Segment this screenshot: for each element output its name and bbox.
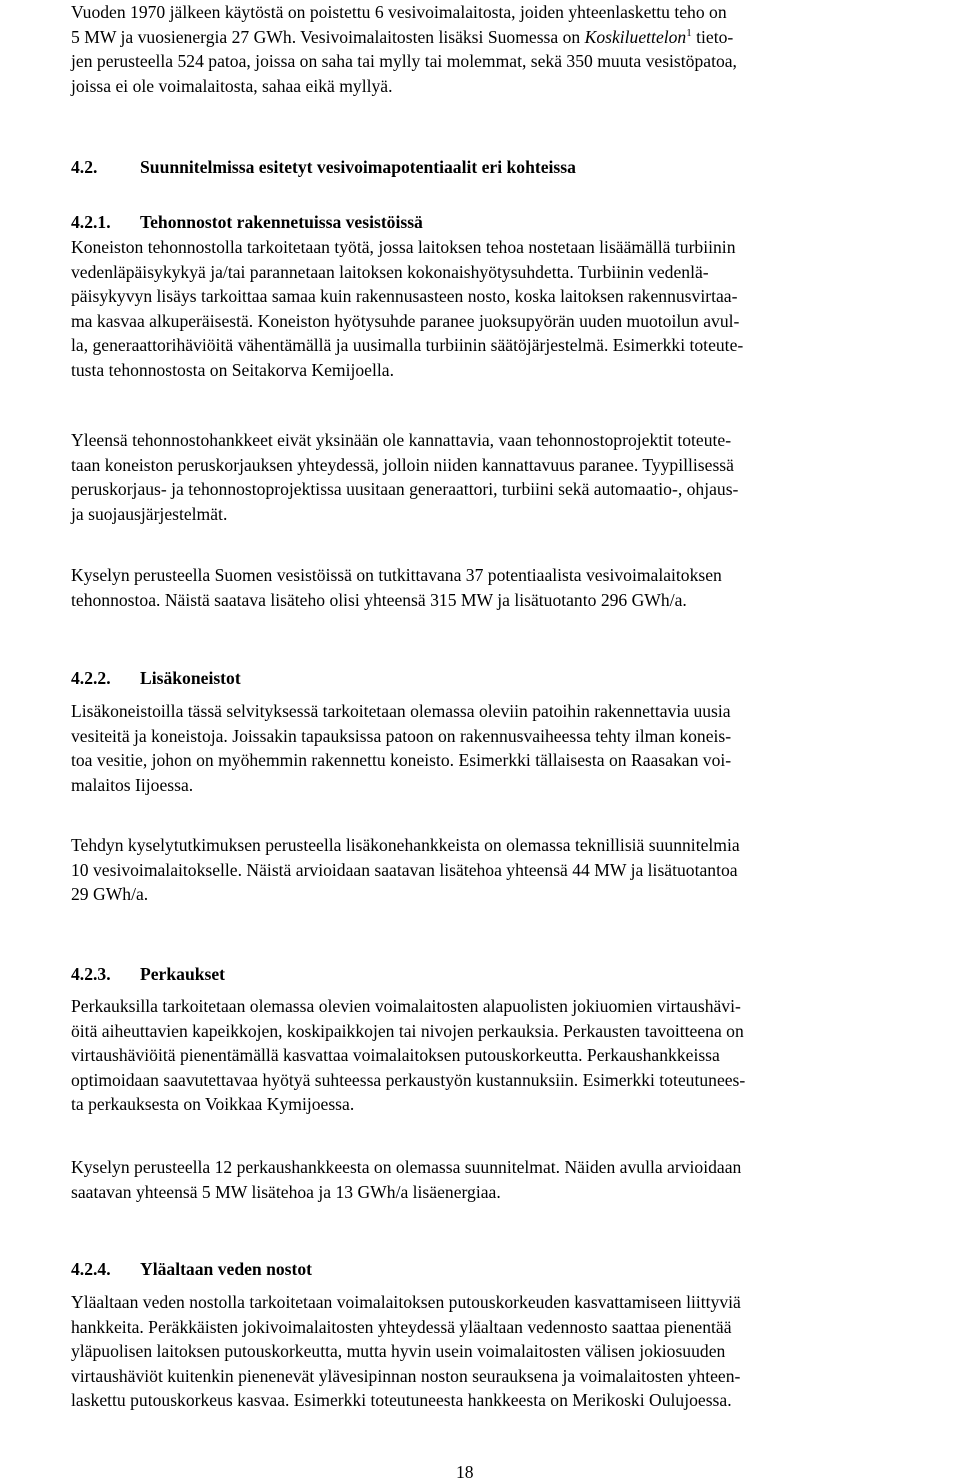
paragraph bbox=[71, 699, 949, 797]
text-line: laskettu putouskorkeus kasvaa. Esimerkki toteutuneesta hankkeesta on Merikoski Oulujoessa. bbox=[71, 1390, 732, 1410]
text-line: vesiteitä ja koneistoja. Joissakin tapauksissa patoon on rakennusvaiheessa tehty ilman koneis- bbox=[71, 725, 732, 746]
text-line: Tehdyn kyselytutkimuksen perusteella lisäkonehankkeista on olemassa teknillisiä suunnitelmia bbox=[71, 835, 740, 855]
text-line: öitä aiheuttavien kapeikkojen, koskipaikkojen tai nivojen perkauksia. Perkausten tavoitteena on bbox=[71, 1020, 744, 1041]
text-line: yläpuolisen laitoksen putouskorkeutta, mutta hyvin usein voimalaitosten välisen jokiosuuden bbox=[71, 1341, 726, 1361]
footnote-marker: 1 bbox=[686, 26, 692, 39]
intro-text: tieto- bbox=[691, 26, 734, 47]
koskiluettelo-reference: Koskiluettelon bbox=[584, 26, 687, 47]
text-line: Koneiston tehonnostolla tarkoitetaan työtä, jossa laitoksen tehoa nostetaan lisäämällä turbiinin bbox=[71, 237, 736, 257]
section-heading-4-2-4 bbox=[71, 1257, 312, 1282]
section-title: Lisäkoneistot bbox=[140, 668, 241, 688]
text-line: ma kasvaa alkuperäisestä. Koneiston hyötysuhde paranee juoksupyörän uuden muotoilun avul- bbox=[71, 310, 740, 331]
text-line: päisykyvyn lisäys tarkoittaa samaa kuin rakennusasteen nosto, koska laitoksen rakennusvirtaa- bbox=[71, 286, 738, 306]
intro-line bbox=[71, 25, 949, 50]
text-line: vedenläpäisykykyä ja/tai parannetaan laitoksen kokonaishyötysuhdetta. Turbiinin vedenlä- bbox=[71, 261, 709, 282]
section-title: Suunnitelmissa esitetyt vesivoimapotentiaalit eri kohteissa bbox=[140, 157, 576, 177]
text-line: ta perkauksesta on Voikkaa Kymijoessa. bbox=[71, 1094, 355, 1114]
text-line: hankkeita. Peräkkäisten jokivoimalaitosten yhteydessä yläaltaan vedennosto saattaa pienentää bbox=[71, 1316, 732, 1337]
text-line: tusta tehonnostosta on Seitakorva Kemijoella. bbox=[71, 359, 394, 380]
text-line: virtaushäviöitä pienentämällä kasvattaa voimalaitoksen putouskorkeutta. Perkaushankkeissa bbox=[71, 1045, 720, 1065]
intro-line: Vuoden 1970 jälkeen käytöstä on poistettu 6 vesivoimalaitosta, joiden yhteenlaskettu teho on bbox=[71, 2, 727, 22]
paragraph bbox=[71, 1155, 949, 1204]
text-line: Yläaltaan veden nostolla tarkoitetaan voimalaitoksen putouskorkeuden kasvattamiseen liittyviä bbox=[71, 1292, 741, 1312]
paragraph bbox=[71, 833, 949, 907]
paragraph bbox=[71, 235, 949, 382]
intro-line: joissa ei ole voimalaitosta, sahaa eikä myllyä. bbox=[71, 75, 393, 96]
paragraph bbox=[71, 428, 949, 526]
text-line: peruskorjaus- ja tehonnostoprojektissa uusitaan generaattori, turbiini sekä automaatio-, ohjaus- bbox=[71, 479, 739, 499]
text-line: Yleensä tehonnostohankkeet eivät yksinään ole kannattavia, vaan tehonnostoprojektit toteute- bbox=[71, 430, 732, 450]
section-number: 4.2.4. bbox=[71, 1259, 111, 1279]
text-line: toa vesitie, johon on myöhemmin rakennettu koneisto. Esimerkki tällaisesta on Raasakan voi- bbox=[71, 750, 732, 770]
page-number: 18 bbox=[456, 1462, 474, 1482]
section-number: 4.2.2. bbox=[71, 668, 111, 688]
section-title: Tehonnostot rakennetuissa vesistöissä bbox=[140, 212, 423, 232]
section-heading-4-2-1 bbox=[71, 210, 423, 235]
paragraph bbox=[71, 563, 949, 612]
text-line: optimoidaan saavutettavaa hyötyä suhteessa perkaustyön kustannuksiin. Esimerkki toteutunees- bbox=[71, 1069, 746, 1090]
text-line: Kyselyn perusteella Suomen vesistöissä on tutkittavana 37 potentiaalista vesivoimalaitoksen bbox=[71, 565, 722, 585]
intro-text: 5 MW ja vuosienergia 27 GWh. Vesivoimalaitosten lisäksi Suomessa on bbox=[71, 26, 585, 47]
section-heading-4-2 bbox=[71, 155, 576, 180]
text-line: tehonnostoa. Näistä saatava lisäteho olisi yhteensä 315 MW ja lisätuotanto 296 GWh/a. bbox=[71, 589, 687, 610]
section-number: 4.2.1. bbox=[71, 212, 111, 232]
text-line: taan koneiston peruskorjauksen yhteydessä, jolloin niiden kannattavuus paranee. Tyypillisessä bbox=[71, 454, 734, 475]
section-heading-4-2-3 bbox=[71, 962, 225, 987]
text-line: saatavan yhteensä 5 MW lisätehoa ja 13 GWh/a lisäenergiaa. bbox=[71, 1181, 501, 1202]
section-title: Perkaukset bbox=[140, 964, 226, 984]
section-heading-4-2-2 bbox=[71, 666, 241, 691]
section-number: 4.2.3. bbox=[71, 964, 111, 984]
text-line: 29 GWh/a. bbox=[71, 884, 149, 904]
paragraph bbox=[71, 994, 949, 1117]
section-title: Yläaltaan veden nostot bbox=[140, 1259, 313, 1279]
text-line: Kyselyn perusteella 12 perkaushankkeesta on olemassa suunnitelmat. Näiden avulla arvioidaan bbox=[71, 1157, 742, 1177]
text-line: Lisäkoneistoilla tässä selvityksessä tarkoitetaan olemassa oleviin patoihin rakennettavia uusia bbox=[71, 701, 731, 721]
text-line: 10 vesivoimalaitokselle. Näistä arvioidaan saatavan lisätehoa yhteensä 44 MW ja lisätuotantoa bbox=[71, 859, 738, 880]
text-line: la, generaattorihäviöitä vähentämällä ja uusimalla turbiinin säätöjärjestelmä. Esimerkki toteute- bbox=[71, 335, 744, 355]
text-line: virtaushäviöt kuitenkin pienenevät ylävesipinnan noston seurauksena ja voimalaitosten yhteen- bbox=[71, 1365, 741, 1386]
intro-line: jen perusteella 524 patoa, joissa on saha tai mylly tai molemmat, sekä 350 muuta vesistöpatoa, bbox=[71, 51, 737, 71]
intro-paragraph bbox=[71, 0, 949, 98]
text-line: Perkauksilla tarkoitetaan olemassa olevien voimalaitosten alapuolisten jokiuomien virtaushävi- bbox=[71, 996, 741, 1016]
text-line: malaitos Iijoessa. bbox=[71, 774, 194, 795]
text-line: ja suojausjärjestelmät. bbox=[71, 503, 228, 524]
paragraph bbox=[71, 1290, 949, 1413]
section-number: 4.2. bbox=[71, 157, 98, 177]
